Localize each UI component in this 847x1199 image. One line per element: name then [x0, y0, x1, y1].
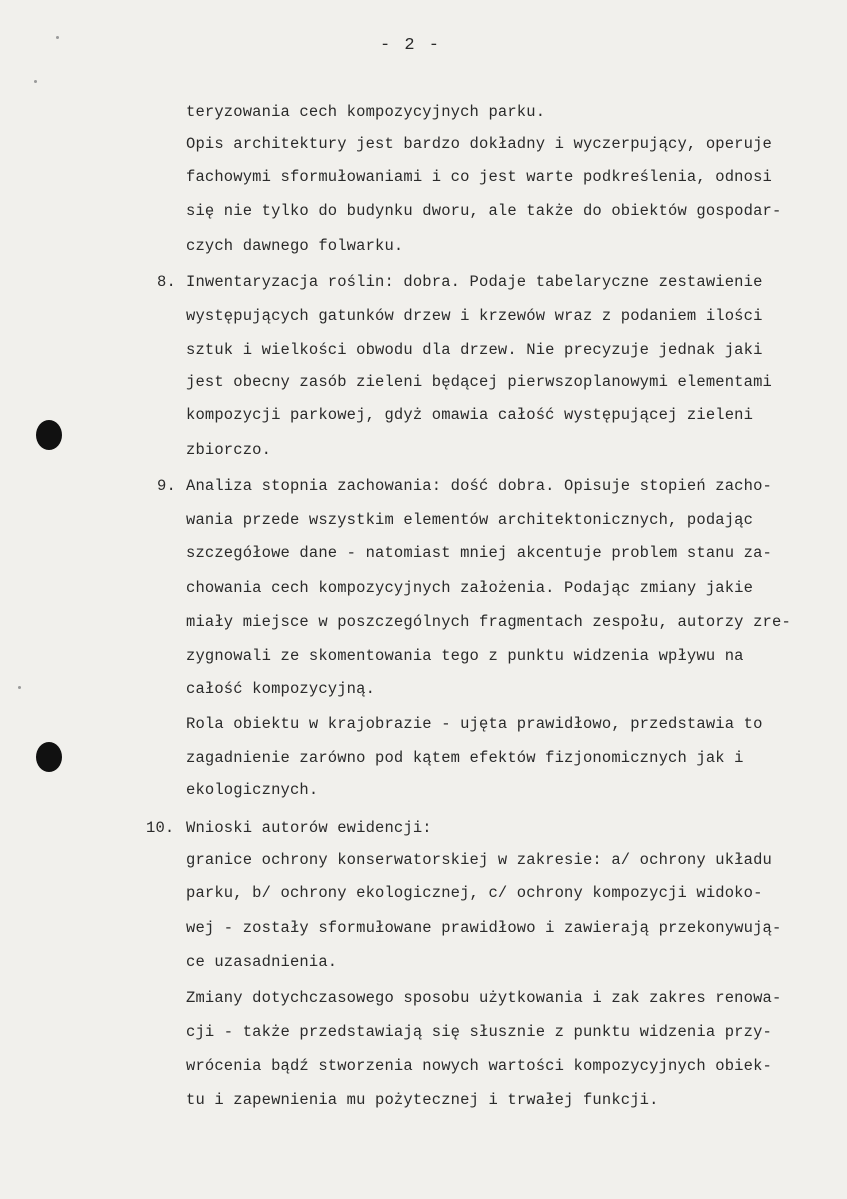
list-number: 10.	[146, 819, 175, 837]
text-line: całość kompozycyjną.	[186, 680, 376, 698]
text-line: ekologicznych.	[186, 781, 319, 799]
text-line: tu i zapewnienia mu pożytecznej i trwałej funkcji.	[186, 1091, 659, 1109]
text-line: fachowymi sformułowaniami i co jest warte podkreślenia, odnosi	[186, 168, 772, 186]
text-line: granice ochrony konserwatorskiej w zakresie: a/ ochrony układu	[186, 851, 772, 869]
text-line: ce uzasadnienia.	[186, 953, 338, 971]
text-line: Opis architektury jest bardzo dokładny i wyczerpujący, operuje	[186, 135, 772, 153]
text-line: Inwentaryzacja roślin: dobra. Podaje tabelaryczne zestawienie	[186, 273, 763, 291]
paper-speck	[34, 80, 37, 83]
paper-speck	[56, 36, 59, 39]
text-line: cji - także przedstawiają się słusznie z punktu widzenia przy-	[186, 1023, 772, 1041]
text-line: występujących gatunków drzew i krzewów wraz z podaniem ilości	[186, 307, 763, 325]
text-line: wrócenia bądź stworzenia nowych wartości kompozycyjnych obiek-	[186, 1057, 772, 1075]
paper-speck	[18, 686, 21, 689]
text-line: jest obecny zasób zieleni będącej pierwszoplanowymi elementami	[186, 373, 772, 391]
text-line: sztuk i wielkości obwodu dla drzew. Nie precyzuje jednak jaki	[186, 341, 763, 359]
punch-hole-bottom	[36, 742, 62, 772]
text-line: wej - zostały sformułowane prawidłowo i zawierają przekonywują-	[186, 919, 782, 937]
list-number: 8.	[157, 273, 176, 291]
text-line: teryzowania cech kompozycyjnych parku.	[186, 103, 546, 121]
text-line: zagadnienie zarówno pod kątem efektów fizjonomicznych jak i	[186, 749, 744, 767]
text-line: Analiza stopnia zachowania: dość dobra. Opisuje stopień zacho-	[186, 477, 772, 495]
text-line: parku, b/ ochrony ekologicznej, c/ ochrony kompozycji widoko-	[186, 884, 763, 902]
text-line: się nie tylko do budynku dworu, ale także do obiektów gospodar-	[186, 202, 782, 220]
page-number: - 2 -	[380, 36, 442, 55]
text-line: zygnowali ze skomentowania tego z punktu widzenia wpływu na	[186, 647, 744, 665]
text-line: miały miejsce w poszczególnych fragmentach zespołu, autorzy zre-	[186, 613, 791, 631]
text-line: wania przede wszystkim elementów architektonicznych, podając	[186, 511, 754, 529]
text-line: zbiorczo.	[186, 441, 272, 459]
text-line: szczegółowe dane - natomiast mniej akcentuje problem stanu za-	[186, 544, 772, 562]
text-line: kompozycji parkowej, gdyż omawia całość występującej zieleni	[186, 406, 754, 424]
text-line: czych dawnego folwarku.	[186, 237, 404, 255]
text-line: Wnioski autorów ewidencji:	[186, 819, 432, 837]
list-number: 9.	[157, 477, 176, 495]
text-line: Rola obiektu w krajobrazie - ujęta prawidłowo, przedstawia to	[186, 715, 763, 733]
text-line: chowania cech kompozycyjnych założenia. Podając zmiany jakie	[186, 579, 754, 597]
punch-hole-top	[36, 420, 62, 450]
text-line: Zmiany dotychczasowego sposobu użytkowania i zak zakres renowa-	[186, 989, 782, 1007]
